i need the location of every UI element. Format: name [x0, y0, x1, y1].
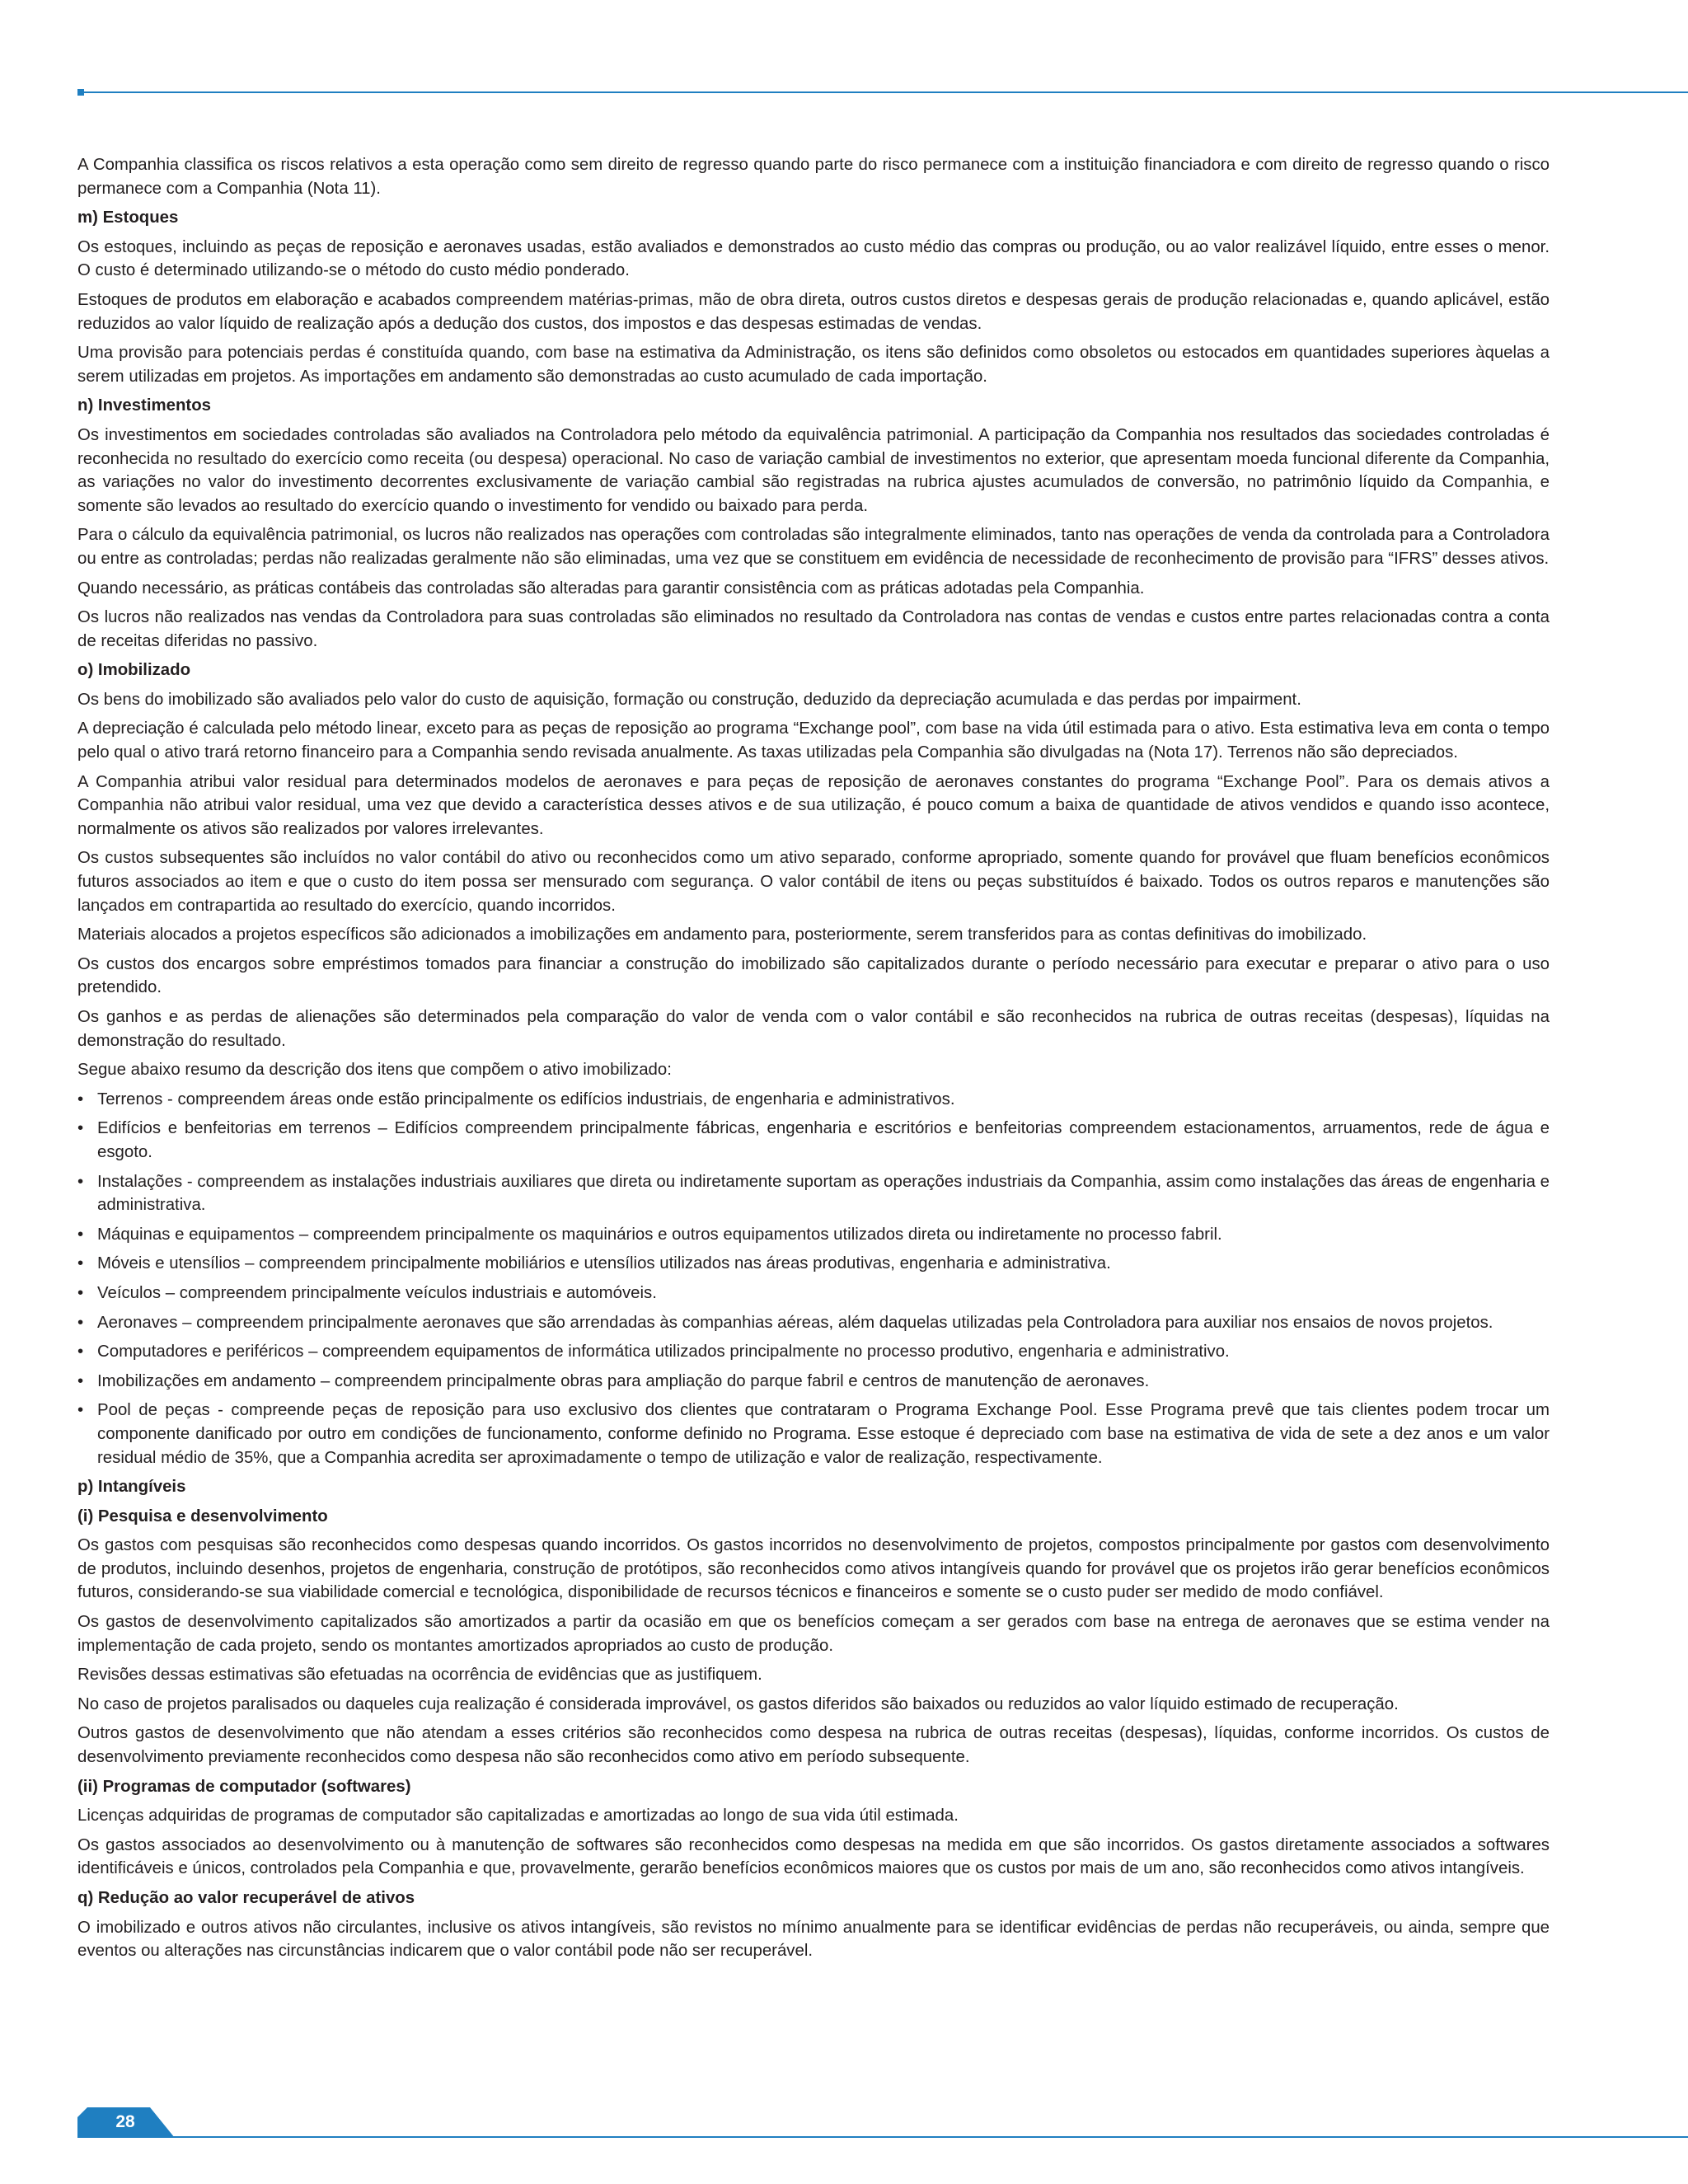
bullet-icon: •	[77, 1090, 84, 1108]
page-number: 28	[115, 2112, 135, 2131]
paragraph: Para o cálculo da equivalência patrimonial, os lucros não realizados nas operações com controladas são integralmente eliminados, tanto nas operações de venda da controlada para a Controladora ou entre as controladas; perdas não realizadas geralmente não são eliminadas, uma vez que se constituem em evidência de necessidade de reconhecimento de provisão para “IFRS” desses ativos.	[77, 526, 1550, 568]
paragraph: O imobilizado e outros ativos não circulantes, inclusive os ativos intangíveis, são revistos no mínimo anualmente para se identificar evidências de perdas não recuperáveis, ou ainda, sempre que eventos ou alterações nas circunstâncias indicarem que o valor contábil pode não ser recuperável.	[77, 1918, 1550, 1961]
footer-rule	[77, 2136, 1688, 2138]
bullet-icon: •	[77, 1119, 84, 1138]
paragraph: Os estoques, incluindo as peças de reposição e aeronaves usadas, estão avaliados e demonstrados ao custo médio das compras ou produção, ou ao valor realizável líquido, entre esses o menor. O custo é determinado utilizando-se o método do custo médio ponderado.	[77, 237, 1550, 280]
paragraph: Revisões dessas estimativas são efetuadas na ocorrência de evidências que as justifiquem.	[77, 1666, 762, 1685]
list-item	[77, 1088, 1550, 1112]
list-item	[77, 1252, 1550, 1276]
section-heading: o) Imobilizado	[77, 661, 191, 680]
header-rule	[77, 91, 1688, 93]
paragraph: Os lucros não realizados nas vendas da Controladora para suas controladas são eliminados no resultado da Controladora nas contas de vendas e custos entre partes relacionadas contra a conta de receitas diferidas no passivo.	[77, 608, 1550, 650]
paragraph: Materiais alocados a projetos específicos são adicionados a imobilizações em andamento para, posteriormente, serem transferidos para as contas definitivas do imobilizado.	[77, 926, 1367, 944]
list-item-text: Computadores e periféricos – compreendem equipamentos de informática utilizados principalmente no processo produtivo, engenharia e administrativo.	[97, 1343, 1230, 1361]
list-item-text: Imobilizações em andamento – compreendem principalmente obras para ampliação do parque fabril e centros de manutenção de aeronaves.	[97, 1371, 1150, 1390]
paragraph: Os gastos com pesquisas são reconhecidos como despesas quando incorridos. Os gastos incorridos no desenvolvimento de projetos, compostos principalmente por gastos com desenvolvimento de produtos, incluindo desenhos, projetos de engenharia, construção de protótipos, são reconhecidos como ativos intangíveis quando for provável que os projetos irão gerar benefícios econômicos futuros, considerando-se sua viabilidade comercial e tecnológica, disponibilidade de recursos técnicos e financeiros e somente se o custo puder ser medido de modo confiável.	[77, 1536, 1550, 1602]
header-marker	[77, 89, 84, 96]
list-item-text: Aeronaves – compreendem principalmente aeronaves que são arrendadas às companhias aéreas, além daquelas utilizadas pela Controladora para auxiliar nos ensaios de novos projetos.	[97, 1313, 1493, 1332]
list-item-text: Veículos – compreendem principalmente veículos industriais e automóveis.	[97, 1283, 657, 1302]
paragraph: A Companhia classifica os riscos relativos a esta operação como sem direito de regresso quando parte do risco permanece com a instituição financiadora e com direito de regresso quando o risco permanece com a Companhia (Nota 11).	[77, 156, 1550, 198]
bullet-icon: •	[77, 1401, 84, 1420]
list-item-text: Máquinas e equipamentos – compreendem principalmente os maquinários e outros equipamentos utilizados direta ou indiretamente no processo fabril.	[97, 1225, 1222, 1244]
list-item-text: Móveis e utensílios – compreendem principalmente mobiliários e utensílios utilizados nas áreas produtivas, engenharia e administrativa.	[97, 1254, 1111, 1273]
paragraph: A Companhia atribui valor residual para determinados modelos de aeronaves e para peças de reposição de aeronaves constantes do programa “Exchange Pool”. Para os demais ativos a Companhia não atribui valor residual, uma vez que devido a característica desses ativos e de sua utilização, é pouco comum a baixa de quantidade de ativos vendidos e quando isso acontece, normalmente os ativos são realizados por valores irrelevantes.	[77, 772, 1550, 838]
list-item	[77, 1311, 1550, 1335]
document-body	[77, 153, 1550, 1969]
paragraph: Os gastos associados ao desenvolvimento ou à manutenção de softwares são reconhecidos como despesas na medida em que são incorridos. Os gastos diretamente associados a softwares identificáveis e únicos, controlados pela Companhia e que, provavelmente, gerarão benefícios econômicos maiores que os custos por mais de um ano, são reconhecidos como ativos intangíveis.	[77, 1835, 1550, 1878]
list-item	[77, 1370, 1550, 1394]
paragraph: Os investimentos em sociedades controladas são avaliados na Controladora pelo método da equivalência patrimonial. A participação da Companhia nos resultados das sociedades controladas é reconhecida no resultado do exercício como receita (ou despesa) operacional. No caso de variação cambial de investimentos no exterior, que apresentam moeda funcional diferente da Companhia, as variações no valor do investimento decorrentes exclusivamente de variação cambial são registradas na rubrica ajustes acumulados de conversão, no patrimônio líquido da Companhia, e somente são levados ao resultado do exercício quando o investimento for vendido ou baixado para perda.	[77, 425, 1550, 515]
section-heading: m) Estoques	[77, 209, 179, 227]
bullet-icon: •	[77, 1283, 84, 1302]
list-item-text: Edifícios e benfeitorias em terrenos – Edifícios compreendem principalmente fábricas, engenharia e escritórios e benfeitorias compreendem estacionamentos, arruamentos, rede de água e esgoto.	[97, 1119, 1550, 1161]
paragraph: Segue abaixo resumo da descrição dos itens que compõem o ativo imobilizado:	[77, 1061, 672, 1080]
paragraph: Os custos subsequentes são incluídos no valor contábil do ativo ou reconhecidos como um ativo separado, conforme apropriado, somente quando for provável que fluam benefícios econômicos futuros associados ao item e que o custo do item possa ser mensurado com segurança. O valor contábil de itens ou peças substituídos é baixado. Todos os outros reparos e manutenções são lançados em contrapartida ao resultado do exercício, quando incorridos.	[77, 849, 1550, 915]
bullet-icon: •	[77, 1225, 84, 1244]
bullet-icon: •	[77, 1254, 84, 1273]
section-heading: q) Redução ao valor recuperável de ativos	[77, 1889, 415, 1907]
paragraph: Quando necessário, as práticas contábeis das controladas são alteradas para garantir consistência com as práticas adotadas pela Companhia.	[77, 579, 1145, 598]
paragraph: Uma provisão para potenciais perdas é constituída quando, com base na estimativa da Administração, os itens são definidos como obsoletos ou estocados em quantidades superiores àquelas a serem utilizadas em projetos. As importações em andamento são demonstradas ao custo acumulado de cada importação.	[77, 344, 1550, 386]
bullet-icon: •	[77, 1172, 84, 1191]
bullet-icon: •	[77, 1371, 84, 1390]
list-item	[77, 1170, 1550, 1217]
list-item	[77, 1282, 1550, 1305]
list-item-text: Pool de peças - compreende peças de reposição para uso exclusivo dos clientes que contrataram o Programa Exchange Pool. Esse Programa prevê que tais clientes podem trocar um componente danificado por outro em condições de funcionamento, conforme definido no Programa. Esse estoque é depreciado com base na estimativa de vida de sete a dez anos e um valor residual médio de 35%, que a Companhia acredita ser aproximadamente o tempo de utilização e valor de realização, respectivamente.	[97, 1401, 1550, 1467]
list-item-text: Instalações - compreendem as instalações industriais auxiliares que direta ou indiretamente suportam as operações industriais da Companhia, assim como instalações das áreas de engenharia e administrativa.	[97, 1172, 1550, 1215]
list-item-text: Terrenos - compreendem áreas onde estão principalmente os edifícios industriais, de engenharia e administrativos.	[97, 1090, 955, 1108]
paragraph: Os gastos de desenvolvimento capitalizados são amortizados a partir da ocasião em que os benefícios começam a ser gerados com base na entrega de aeronaves que se estima vender na implementação de cada projeto, sendo os montantes amortizados apropriados ao custo de produção.	[77, 1613, 1550, 1655]
asset-items-list	[77, 1088, 1550, 1469]
section-heading: p) Intangíveis	[77, 1478, 186, 1497]
section-heading: (ii) Programas de computador (softwares)	[77, 1777, 411, 1796]
list-item	[77, 1223, 1550, 1247]
paragraph: Licenças adquiridas de programas de computador são capitalizadas e amortizadas ao longo de sua vida útil estimada.	[77, 1807, 959, 1825]
section-heading: n) Investimentos	[77, 396, 212, 415]
list-item	[77, 1399, 1550, 1469]
list-item	[77, 1340, 1550, 1364]
bullet-icon: •	[77, 1313, 84, 1332]
paragraph: Os custos dos encargos sobre empréstimos tomados para financiar a construção do imobilizado são capitalizados durante o período necessário para executar e preparar o ativo para o uso pretendido.	[77, 954, 1550, 997]
paragraph: Os ganhos e as perdas de alienações são determinados pela comparação do valor de venda com o valor contábil e são reconhecidos na rubrica de outras receitas (despesas), líquidas na demonstração do resultado.	[77, 1008, 1550, 1050]
list-item	[77, 1117, 1550, 1164]
paragraph: Os bens do imobilizado são avaliados pelo valor do custo de aquisição, formação ou construção, deduzido da depreciação acumulada e das perdas por impairment.	[77, 690, 1301, 709]
paragraph: A depreciação é calculada pelo método linear, exceto para as peças de reposição ao programa “Exchange pool”, com base na vida útil estimada para o ativo. Esta estimativa leva em conta o tempo pelo qual o ativo trará retorno financeiro para a Companhia sendo revisada anualmente. As taxas utilizadas pela Companhia são divulgadas na (Nota 17). Terrenos não são depreciados.	[77, 719, 1550, 762]
section-heading: (i) Pesquisa e desenvolvimento	[77, 1507, 328, 1526]
paragraph: Estoques de produtos em elaboração e acabados compreendem matérias-primas, mão de obra direta, outros custos diretos e despesas gerais de produção relacionadas e, quando aplicável, estão reduzidos ao valor líquido de realização após a dedução dos custos, dos impostos e das despesas estimadas de vendas.	[77, 290, 1550, 333]
paragraph: Outros gastos de desenvolvimento que não atendam a esses critérios são reconhecidos como despesa na rubrica de outras receitas (despesas), líquidas, conforme incorridos. Os custos de desenvolvimento previamente reconhecidos como despesa não são reconhecidos como ativo em período subsequente.	[77, 1724, 1550, 1767]
bullet-icon: •	[77, 1343, 84, 1361]
paragraph: No caso de projetos paralisados ou daqueles cuja realização é considerada improvável, os gastos diferidos são baixados ou reduzidos ao valor líquido estimado de recuperação.	[77, 1694, 1399, 1713]
